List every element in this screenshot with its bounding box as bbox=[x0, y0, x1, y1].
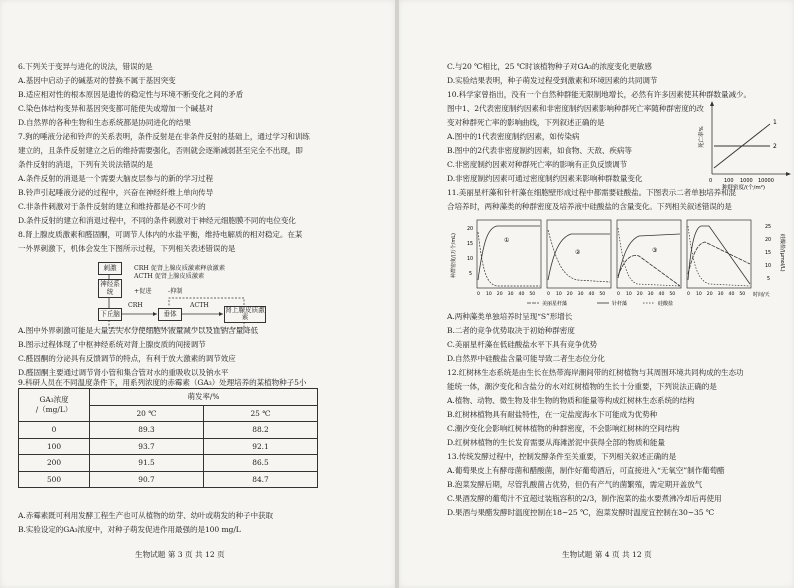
cell-25c: 92.1 bbox=[204, 438, 318, 455]
q7-option-d: D.条件反射的建立和消退过程中，不同的条件刺激对于神经元细胞膜不同的电位变化 bbox=[18, 216, 296, 225]
promote-legend: +促进 bbox=[134, 288, 152, 295]
table-row bbox=[19, 438, 318, 455]
q11-xticks: 0 10 20 30 40 50 bbox=[617, 292, 676, 297]
diagram-arrows bbox=[98, 262, 278, 332]
legend-c: 硅酸盐 bbox=[658, 301, 674, 307]
cell-conc: 200 bbox=[19, 455, 90, 472]
q11-xticks: 0 10 20 30 40 50 bbox=[547, 292, 606, 297]
cell-25c: 88.2 bbox=[204, 422, 318, 439]
acth-legend: ACTH 促肾上腺皮质激素 bbox=[134, 273, 205, 280]
germ-rate-header: 萌发率/% bbox=[90, 389, 318, 406]
panel4-silicate-line bbox=[688, 226, 750, 286]
q9-option-c: C.与20 ℃相比，25 ℃时该植物种子对GA₃的浓度变化更敏感 bbox=[447, 62, 652, 71]
q7-stem-1: 7.狗的唾液分泌和铃声的关系表明，条件反射是在非条件反射的基础上，通过学习和训练 bbox=[18, 132, 310, 141]
q10-xlabel: 种群密度/(个/m²) bbox=[722, 185, 766, 191]
adrenal-box: 肾上腺皮质激素 bbox=[225, 306, 265, 321]
crh-legend: CRH 促肾上腺皮质激素释放激素 bbox=[134, 265, 226, 272]
panel4-line-a bbox=[688, 226, 750, 284]
legend-a: 美丽星杆藻 bbox=[542, 301, 568, 307]
nervous-system-box: 神经系统 bbox=[98, 279, 122, 298]
q10-xtick: 10000 bbox=[758, 178, 774, 184]
panel1-label: ① bbox=[504, 237, 510, 244]
q10-ylabel: 死亡率% bbox=[699, 126, 705, 148]
ga3-header-unit: /（mg/L） bbox=[35, 405, 73, 414]
q11-ytick-right: 10 bbox=[765, 264, 772, 269]
q11-ytick: 15 bbox=[467, 242, 474, 247]
stimulus-box: 刺激 bbox=[98, 262, 122, 275]
q10-option-d: D.非密度制约因素可通过密度制约因素来影响种群数量变化 bbox=[447, 174, 643, 183]
panel3-asterionella-line bbox=[618, 256, 680, 286]
panel-2 bbox=[547, 220, 611, 288]
q13-option-a: A.葡萄果皮上有酵母菌和醋酸菌，制作好葡萄酒后，可直接进入“无氧空”制作葡萄醋 bbox=[447, 466, 725, 475]
legend-b: 针杆藻 bbox=[612, 301, 628, 307]
q13-option-d: D.果酒与果醋发酵时温度控制在18~25 ℃，泡菜发酵时温度宜控制在30~35 ℃ bbox=[447, 508, 715, 517]
q6-option-a: A.基因中启动子的碱基对的替换不属于基因突变 bbox=[18, 76, 176, 85]
q7-option-b: B.铃声引起唾液分泌的过程中，兴奋在神经纤维上单向传导 bbox=[18, 188, 214, 197]
q9-option-a: A.赤霉素既可利用发酵工程生产也可从植物的幼芽、幼叶或萌发的种子中获取 bbox=[18, 511, 273, 520]
q11-stem-2: 合培养时，两种藻类的种群密度及培养液中硅酸盐的含量变化。下列相关叙述错误的是 bbox=[447, 202, 732, 211]
q10-option-a: A.图中的1代表密度制约因素，如传染病 bbox=[447, 132, 580, 141]
panel3-synedra-line bbox=[618, 234, 680, 278]
q8-option-a: A.图中外界刺激可能是大量丢失水分使细胞外液量减少以及血钠含量降低 bbox=[18, 326, 259, 335]
q10-xtick: 100 bbox=[724, 178, 734, 184]
cell-conc: 100 bbox=[19, 438, 90, 455]
q8-option-b: B.图示过程体现了中枢神经系统对肾上腺皮质的间接调节 bbox=[18, 340, 206, 349]
ga3-header bbox=[19, 389, 90, 422]
q11-xlabel: 时间/天 bbox=[753, 292, 770, 298]
q8-stem-2: 一外界刺激下，机体会发生下图所示过程，下列相关表述错误的是 bbox=[18, 244, 236, 253]
q13-option-c: C.果酒发酵的葡萄汁不宜超过装瓶容积的2/3，制作泡菜的盐水要煮沸冷却后再使用 bbox=[447, 494, 722, 503]
curve-2-label: 2 bbox=[773, 143, 777, 150]
panel-1 bbox=[477, 220, 541, 288]
panel3-silicate-line bbox=[618, 228, 680, 286]
q9-stem-1: 9.科研人员在不同温度条件下，用系列浓度的赤霉素（GA₃）处理培养的某植物种子5小 bbox=[18, 378, 307, 387]
panel1-asterionella-line bbox=[478, 226, 540, 280]
q6-stem: 6.下列关于变异与进化的说法，错误的是 bbox=[18, 62, 153, 71]
cell-25c: 84.7 bbox=[204, 471, 318, 488]
q12-option-d: D.红树林植物的生长发育需要从海滩淤泥中获得全部的物质和能量 bbox=[447, 438, 665, 447]
inhibit-legend: -抑制 bbox=[168, 288, 183, 295]
q10-option-b: B.图中的2代表非密度制约因素，如食物、天敌、疾病等 bbox=[447, 146, 632, 155]
q11-ylabel-right: 硅酸盐/(μmol/L) bbox=[779, 234, 785, 272]
q9-option-b: B.实验设定的GA₃浓度中，对种子萌发促进作用最强的是100 mg/L bbox=[18, 525, 241, 534]
q11-ytick-right: 20 bbox=[765, 238, 772, 243]
q11-option-b: B.二者的竞争优势取决于初始种群密度 bbox=[447, 326, 575, 335]
q8-option-d: D.醛固酮主要通过调节肾小管和集合管对水的重吸收以及钠水平 bbox=[18, 368, 229, 377]
cell-25c: 86.5 bbox=[204, 455, 318, 472]
q11-option-d: D.自然界中硅酸盐含量可能导致二者生态位分化 bbox=[447, 354, 605, 363]
q10-stem-2: 图中1、2代表密度制约因素和非密度制约因素影响种群死亡率随种群密度的改 bbox=[447, 104, 704, 113]
germination-table bbox=[18, 388, 318, 488]
q11-ytick-right: 25 bbox=[765, 225, 772, 230]
q7-stem-3: 条件反射的消退，下列有关说法错误的是 bbox=[18, 160, 153, 169]
right-page-footer: 生物试题 第 4 页 共 12 页 bbox=[562, 550, 652, 559]
q6-option-b: B.适应相对性的根本原因是遗传的稳定性与环境不断变化之间的矛盾 bbox=[18, 90, 244, 99]
q9-option-d: D.实验结果表明，种子萌发过程受到激素和环境因素的共同调节 bbox=[447, 76, 658, 85]
curve-1-label: 1 bbox=[773, 119, 777, 126]
q13-stem: 13.传统发酵过程中，控制发酵条件至关重要，下列相关叙述正确的是 bbox=[447, 452, 677, 461]
q11-xticks: 0 10 20 30 40 50 bbox=[477, 292, 536, 297]
q7-stem-2: 建立的，且条件反射建立之后的维持需要强化，否则就会逐渐减弱甚至完全不出现，即 bbox=[18, 146, 303, 155]
q10-stem-1: 10.科学家曾指出，没有一个自然种群能无限制地增长，必然有许多因素使其种群数量减少。 bbox=[447, 90, 752, 99]
q12-stem-2: 能统一体，潮汐变化和含盐分的水对红树植物的生长十分重要，下列说法正确的是 bbox=[447, 382, 717, 391]
q12-option-a: A.植物、动物、微生物及非生物的物质和能量等构成红树林生态系统的结构 bbox=[447, 396, 695, 405]
panel-4 bbox=[687, 220, 751, 288]
q11-ytick: 20 bbox=[467, 227, 474, 232]
cell-conc: 500 bbox=[19, 471, 90, 488]
q10-mortality-graph bbox=[700, 98, 794, 190]
panel2-silicate-line bbox=[548, 230, 610, 282]
temp-20-header: 20 ℃ bbox=[90, 405, 204, 422]
q10-xtick: 1000 bbox=[740, 178, 753, 184]
pituitary-box: 垂体 bbox=[158, 308, 182, 321]
ga3-header-label: GA₃浓度 bbox=[39, 395, 69, 404]
panel4-line-b bbox=[688, 242, 750, 274]
cell-conc: 0 bbox=[19, 422, 90, 439]
panel-3 bbox=[617, 220, 681, 288]
q12-option-c: C.潮汐变化会影响红树林植物的种群密度，不会影响红树林的空间结构 bbox=[447, 424, 680, 433]
q6-option-c: C.染色体结构变异和基因突变都可能使失或增加一个碱基对 bbox=[18, 104, 214, 113]
q11-ytick: 10 bbox=[467, 257, 474, 262]
q10-stem-3: 变对种群死亡率的影响曲线，下列叙述正确的是 bbox=[447, 118, 605, 127]
q11-algae-graph bbox=[447, 214, 793, 308]
panel2-label: ② bbox=[575, 249, 581, 256]
q12-stem-1: 12.红树林生态系统是由生长在热带海岸潮间带的红树植物与其周围环境共同构成的生态功 bbox=[447, 368, 744, 377]
q11-ylabel-left: 种群密度/(万个/mL) bbox=[451, 233, 457, 278]
hypothalamus-box: 下丘脑 bbox=[98, 308, 122, 321]
temp-25-header: 25 ℃ bbox=[204, 405, 318, 422]
q11-stem-1: 11.美丽星杆藻和针杆藻在细胞壁形成过程中都需要硅酸盐。下图表示二者单独培养和混 bbox=[447, 188, 737, 197]
panel3-label: ③ bbox=[652, 247, 658, 254]
q13-option-b: B.泡菜发酵后期，尽管乳酸菌占优势，但仍有产气的菌繁殖，需定期开盖放气 bbox=[447, 480, 703, 489]
acth-label: ACTH bbox=[190, 302, 209, 309]
q12-option-b: B.红树林植物具有耐盐特性，在一定盐度海水下可能成为优势种 bbox=[447, 410, 658, 419]
q11-ytick-right: 15 bbox=[765, 251, 772, 256]
cell-20c: 91.5 bbox=[90, 455, 204, 472]
q7-option-c: C.非条件刺激对于条件反射的建立和维持都是必不可少的 bbox=[18, 202, 206, 211]
table-row bbox=[19, 422, 318, 439]
q7-option-a: A.条件反射的消退是一个需要大脑皮层参与的新的学习过程 bbox=[18, 174, 214, 183]
left-page-footer: 生物试题 第 3 页 共 12 页 bbox=[135, 550, 225, 559]
q11-xticks: 0 10 20 30 40 50 bbox=[687, 292, 746, 297]
q10-option-c: C.非密度制约因素对种群死亡率的影响有正负反馈调节 bbox=[447, 160, 628, 169]
panel2-synedra-line bbox=[548, 234, 610, 280]
q11-ytick: 5 bbox=[469, 272, 473, 277]
cell-20c: 89.3 bbox=[90, 422, 204, 439]
q11-option-c: C.美丽星杆藻在低硅酸盐水平下具有竞争优势 bbox=[447, 340, 598, 349]
q8-stem-1: 8.肾上腺皮质激素和醛固酮，可调节人体内的水盐平衡，维持电解质的相对稳定。在某 bbox=[18, 230, 303, 239]
cell-20c: 90.7 bbox=[90, 471, 204, 488]
q6-option-d: D.自然界的各种生物和生态系统都是协同进化的结果 bbox=[18, 118, 191, 127]
q11-option-a: A.两种藻类单独培养时呈现“S”形增长 bbox=[447, 312, 573, 321]
q8-option-c: C.醛固酮的分泌具有反馈调节的特点，有利于放大激素的调节效应 bbox=[18, 354, 236, 363]
crh-label: CRH bbox=[128, 302, 143, 309]
q11-ytick-right: 5 bbox=[767, 277, 771, 282]
q10-xtick: 0 bbox=[709, 178, 713, 184]
table-row bbox=[19, 455, 318, 472]
hormone-regulation-diagram bbox=[98, 262, 278, 332]
table-row bbox=[19, 471, 318, 488]
cell-20c: 93.7 bbox=[90, 438, 204, 455]
